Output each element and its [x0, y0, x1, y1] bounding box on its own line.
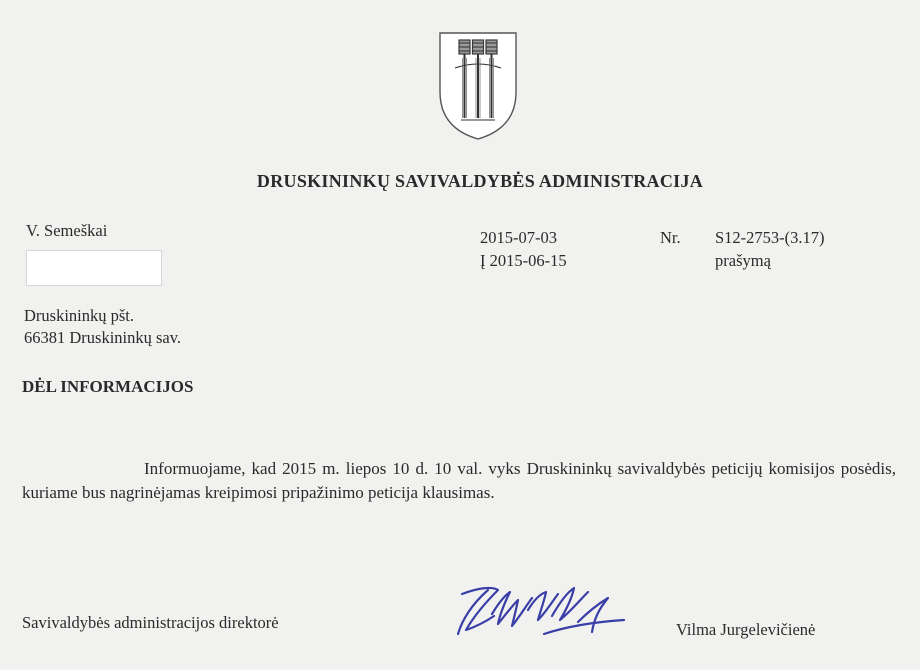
recipient-address-line1: Druskininkų pšt.	[24, 306, 135, 325]
subject-heading: DĖL INFORMACIJOS	[22, 377, 194, 396]
signer-position: Savivaldybės administracijos direktorė	[22, 613, 279, 632]
handwritten-signature	[448, 580, 630, 642]
document-number: S12-2753-(3.17)	[715, 228, 825, 247]
body-text: Informuojame, kad 2015 m. liepos 10 d. 10 val. vyks Druskininkų savivaldybės peticijų komisijos posėdis, kuriame bus nagrinėjamas kreipimosi pripažinimo peticija klausimas.	[22, 459, 896, 502]
druskininkai-coat-of-arms-icon	[437, 30, 519, 142]
recipient-name: V. Semeškai	[26, 221, 108, 240]
in-reply-date: Į 2015-06-15	[480, 251, 567, 270]
recipient-address-line2: 66381 Druskininkų sav.	[24, 328, 182, 347]
redacted-address-box	[26, 250, 162, 286]
signer-name: Vilma Jurgelevičienė	[676, 620, 816, 639]
body-paragraph	[22, 457, 896, 505]
organization-title: DRUSKININKŲ SAVIVALDYBĖS ADMINISTRACIJA	[256, 171, 704, 191]
number-label: Nr.	[660, 228, 681, 247]
document-date: 2015-07-03	[480, 228, 557, 247]
in-reply-document: prašymą	[715, 251, 771, 270]
